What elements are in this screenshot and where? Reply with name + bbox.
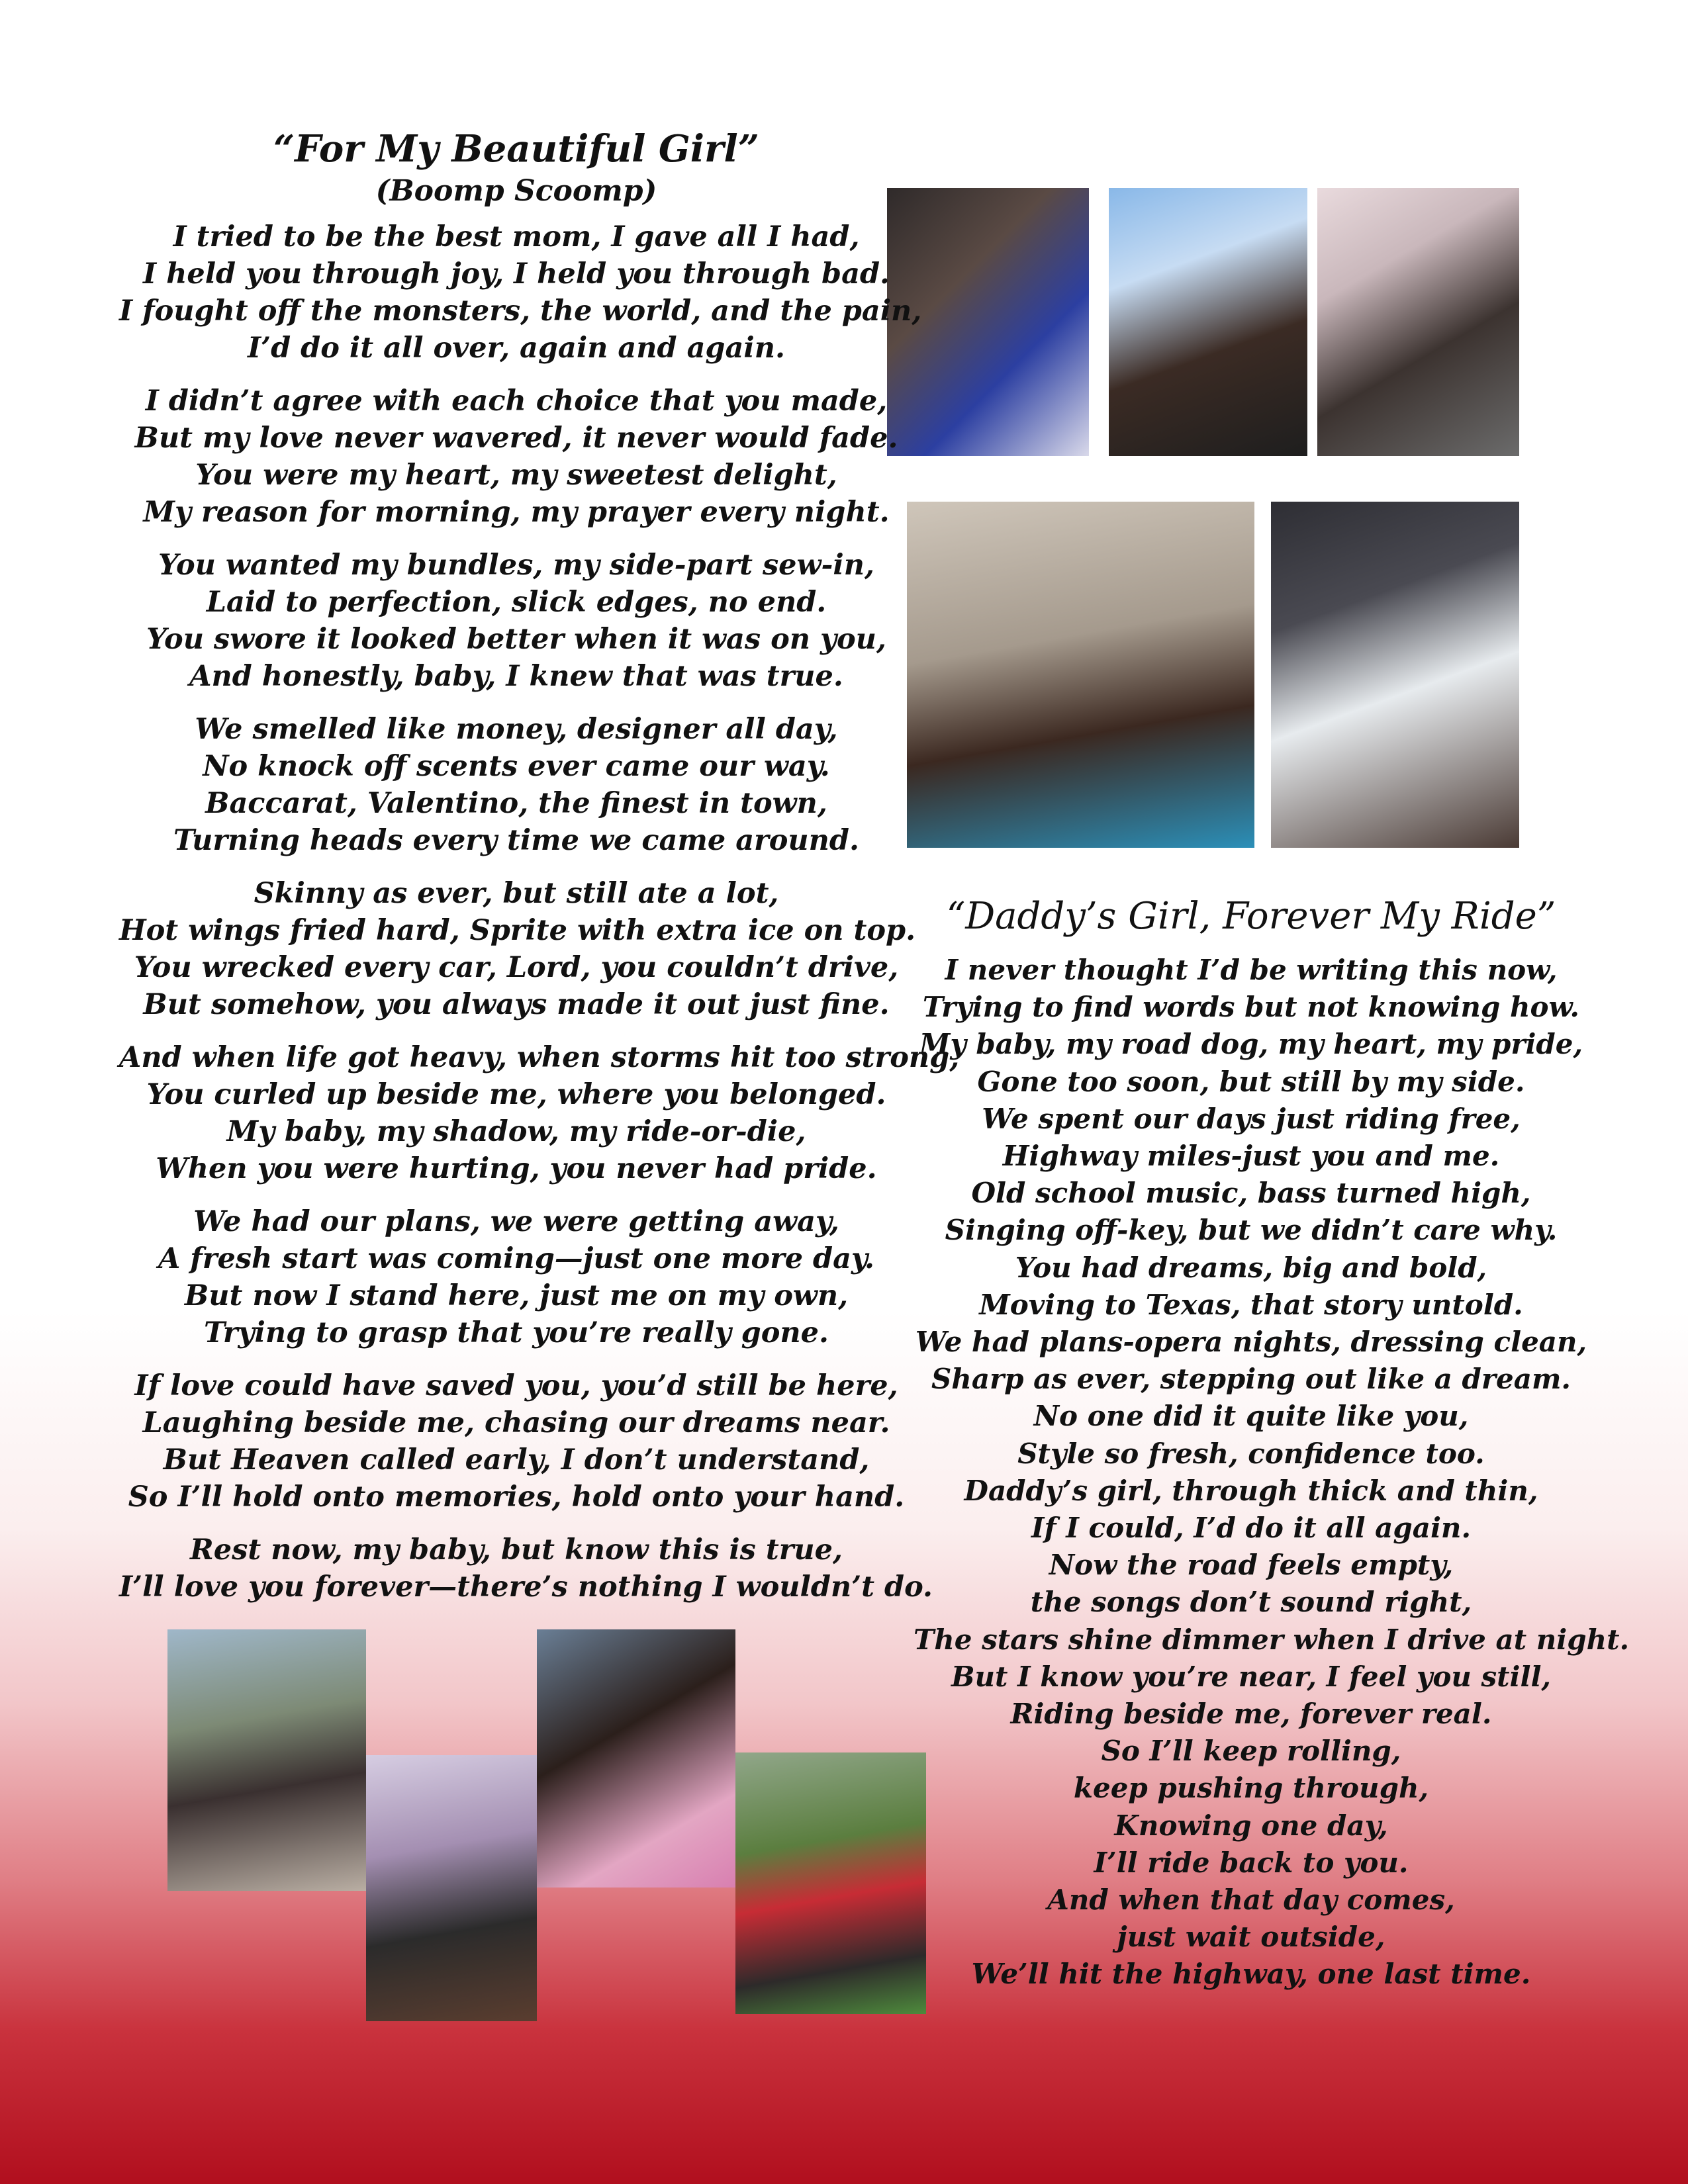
poem-line: Old school music, bass turned high, xyxy=(971,1177,1531,1210)
poem-line: My baby, my road dog, my heart, my pride, xyxy=(919,1028,1583,1061)
poem-line: Style so fresh, confidence too. xyxy=(1017,1437,1485,1470)
poem-line: But Heaven called early, I don’t understand, xyxy=(163,1443,870,1477)
poem-line: Daddy’s girl, through thick and thin, xyxy=(964,1474,1538,1507)
photo-beach-selfie xyxy=(907,502,1254,848)
poem-line: We had plans-opera nights, dressing clean, xyxy=(915,1326,1587,1359)
stanza xyxy=(119,1203,914,1351)
poem-line: But now I stand here, just me on my own, xyxy=(184,1279,849,1312)
photo-mother-daughter-3 xyxy=(1317,188,1519,456)
poem-line: You had dreams, big and bold, xyxy=(1015,1251,1487,1284)
poem-title: “For My Beautiful Girl” xyxy=(273,127,760,171)
poem-line: Trying to grasp that you’re really gone. xyxy=(203,1316,829,1349)
poem-line: keep pushing through, xyxy=(1073,1772,1429,1805)
stanza xyxy=(119,218,922,367)
poem-line: The stars shine dimmer when I drive at night. xyxy=(914,1623,1630,1656)
poem-line: Now the road feels empty, xyxy=(1049,1549,1454,1582)
poem-line: Hot wings fried hard, Sprite with extra ice on top. xyxy=(119,914,916,947)
poem-line: But somehow, you always made it out just fine. xyxy=(143,988,890,1021)
poem-line: You were my heart, my sweetest delight, xyxy=(195,459,837,492)
poem-line: I’d do it all over, again and again. xyxy=(248,332,785,365)
stanza xyxy=(119,1039,960,1187)
photo-mother-daughter-2 xyxy=(1109,188,1307,456)
stanza xyxy=(914,952,1630,1993)
photo-father-daughter-2 xyxy=(366,1755,537,2021)
photo-father-daughter-4 xyxy=(735,1752,926,2014)
poem-line: And when life got heavy, when storms hit too strong, xyxy=(119,1041,960,1074)
poem-line: Baccarat, Valentino, the finest in town, xyxy=(205,787,827,820)
poem-line: No one did it quite like you, xyxy=(1033,1400,1469,1433)
poem-line: I didn’t agree with each choice that you made, xyxy=(145,385,888,418)
poem-line: If love could have saved you, you’d still be here, xyxy=(134,1369,898,1402)
poem-line: So I’ll keep rolling, xyxy=(1101,1735,1401,1768)
poem-line: Gone too soon, but still by my side. xyxy=(977,1065,1525,1098)
poem-line: I fought off the monsters, the world, and the pain, xyxy=(119,295,922,328)
poem-line: You curled up beside me, where you belonged. xyxy=(146,1078,886,1111)
poem-line: Riding beside me, forever real. xyxy=(1010,1698,1492,1731)
poem-line: Sharp as ever, stepping out like a dream. xyxy=(931,1363,1571,1396)
stanza xyxy=(119,711,914,859)
poem-line: And honestly, baby, I knew that was true. xyxy=(189,660,843,693)
poem-line: Laid to perfection, slick edges, no end. xyxy=(206,586,827,619)
stanza xyxy=(119,875,914,1023)
poem-line: We had our plans, we were getting away, xyxy=(193,1205,839,1238)
photo-father-daughter-3 xyxy=(537,1629,735,1888)
poem-line: My baby, my shadow, my ride-or-die, xyxy=(226,1115,806,1148)
poem-line: We’ll hit the highway, one last time. xyxy=(971,1958,1531,1991)
poem-line: If I could, I’d do it all again. xyxy=(1031,1512,1472,1545)
poem-line: We spent our days just riding free, xyxy=(982,1102,1521,1135)
poem-line: I never thought I’d be writing this now, xyxy=(945,954,1558,986)
poem-line: I’ll ride back to you. xyxy=(1094,1846,1409,1879)
poem-line: So I’ll hold onto memories, hold onto your hand. xyxy=(128,1480,905,1514)
poem-line: I’ll love you forever—there’s nothing I wouldn’t do. xyxy=(119,1570,933,1604)
poem-line: Moving to Texas, that story untold. xyxy=(979,1288,1523,1321)
poem-line: I held you through joy, I held you through bad. xyxy=(142,257,890,291)
poem-line: Trying to find words but not knowing how. xyxy=(922,991,1580,1024)
poem-line: Highway miles-just you and me. xyxy=(1002,1140,1500,1173)
poem-line: You wrecked every car, Lord, you couldn’t drive, xyxy=(134,951,899,984)
stanza xyxy=(119,383,914,531)
poem-daddys-girl xyxy=(914,893,1630,1993)
photo-hug xyxy=(1271,502,1519,848)
stanza xyxy=(119,1531,933,1606)
poem-line: I tried to be the best mom, I gave all I had, xyxy=(173,220,860,253)
poem-line: You swore it looked better when it was on you, xyxy=(146,623,886,656)
poem-line: Singing off-key, but we didn’t care why. xyxy=(945,1214,1558,1247)
poem-line: My reason for morning, my prayer every night. xyxy=(143,496,890,529)
poem-line: You wanted my bundles, my side-part sew-in, xyxy=(158,549,874,582)
poem-line: When you were hurting, you never had pride. xyxy=(156,1152,877,1185)
poem-subtitle: (Boomp Scoomp) xyxy=(375,174,657,208)
poem-line: But I know you’re near, I feel you still, xyxy=(951,1660,1552,1693)
stanza xyxy=(119,547,914,695)
poem-title: “Daddy’s Girl, Forever My Ride” xyxy=(946,895,1556,938)
stanza xyxy=(119,1367,914,1516)
poem-line: Turning heads every time we came around. xyxy=(173,824,859,857)
poem-line: Laughing beside me, chasing our dreams near. xyxy=(142,1406,890,1439)
poem-line: A fresh start was coming—just one more day. xyxy=(158,1242,875,1275)
poem-for-my-beautiful-girl xyxy=(119,126,960,1621)
poem-line: Rest now, my baby, but know this is true, xyxy=(190,1533,843,1567)
poem-line: And when that day comes, xyxy=(1047,1884,1455,1917)
poem-line: the songs don’t sound right, xyxy=(1030,1586,1472,1619)
poem-line: just wait outside, xyxy=(1117,1921,1385,1954)
poem-line: We smelled like money, designer all day, xyxy=(195,713,838,746)
poem-line: No knock off scents ever came our way. xyxy=(203,750,830,783)
poem-line: Knowing one day, xyxy=(1114,1809,1388,1842)
photo-father-daughter-1 xyxy=(167,1629,366,1891)
poem-line: Skinny as ever, but still ate a lot, xyxy=(254,877,779,910)
poem-line: But my love never wavered, it never would fade. xyxy=(134,422,898,455)
